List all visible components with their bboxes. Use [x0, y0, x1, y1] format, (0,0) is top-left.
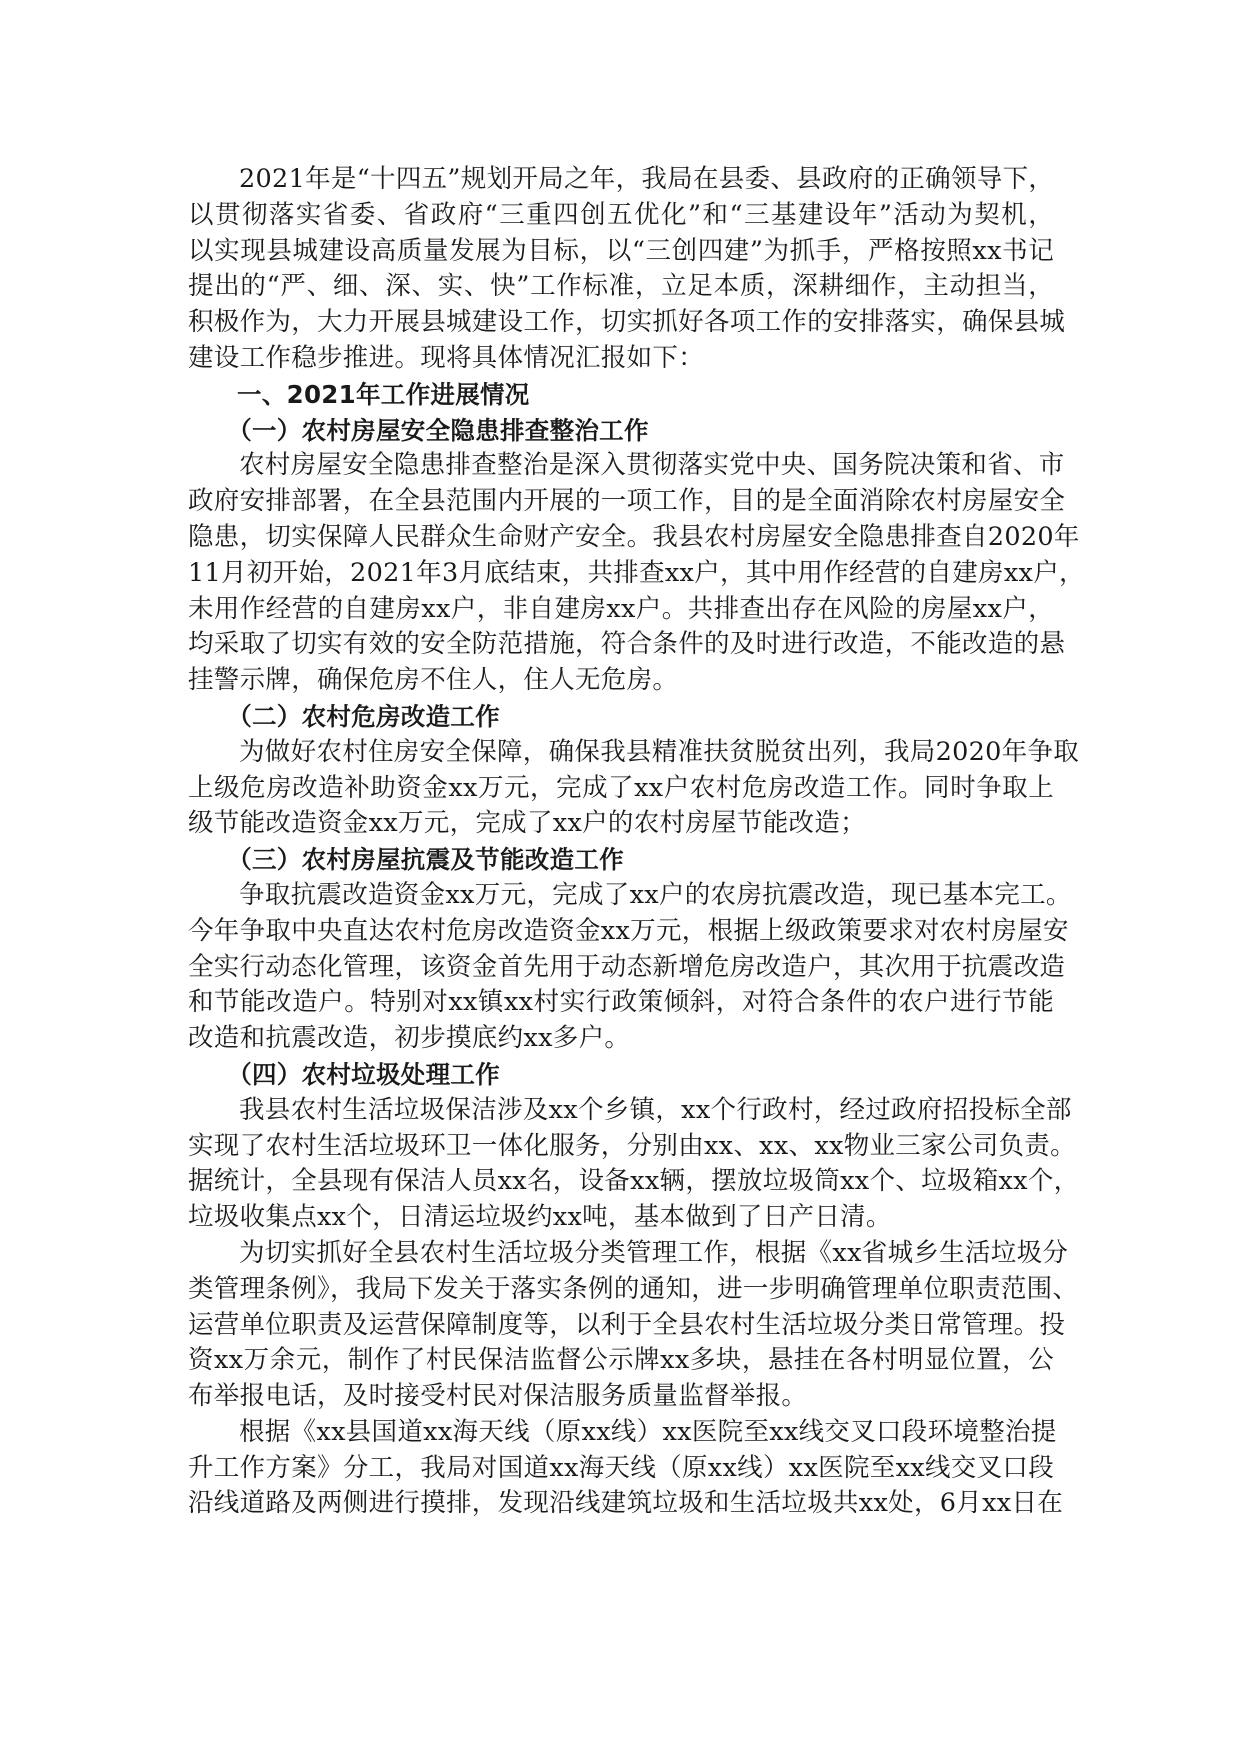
text-line: 资xx万余元，制作了村民保洁监督公示牌xx多块，悬挂在各村明显位置，公	[188, 1345, 1054, 1376]
text-line: 提出的“严、细、深、实、快”工作标准，立足本质，深耕细作，主动担当，	[188, 271, 1054, 302]
text-line: 建设工作稳步推进。现将具体情况汇报如下：	[188, 342, 705, 373]
text-line: 布举报电话，及时接受村民对保洁服务质量监督举报。	[188, 1381, 808, 1412]
document-page	[188, 162, 1085, 1522]
text-line: 以贯彻落实省委、省政府“三重四创五优化”和“三基建设年”活动为契机，	[188, 199, 1054, 230]
subsection-1-paragraph	[188, 448, 1085, 699]
text-line: 实现了农村生活垃圾环卫一体化服务，分别由xx、xx、xx物业三家公司负责。	[188, 1130, 1076, 1161]
text-line: 沿线道路及两侧进行摸排，发现沿线建筑垃圾和生活垃圾共xx处，6月xx日在	[188, 1488, 1064, 1519]
intro-paragraph	[188, 162, 1066, 377]
subsection-4-paragraph-3	[188, 1415, 1064, 1522]
text-line: 农村房屋安全隐患排查整治是深入贯彻落实党中央、国务院决策和省、市	[239, 450, 1065, 481]
text-line: 隐患，切实保障人民群众生命财产安全。我县农村房屋安全隐患排查自2020年	[188, 521, 1080, 552]
text-line: 政府安排部署，在全县范围内开展的一项工作，目的是全面消除农村房屋安全	[188, 486, 1066, 517]
subsection-heading-2: （二）农村危房改造工作	[227, 701, 500, 731]
text-line: 根据《xx县国道xx海天线（原xx线）xx医院至xx线交叉口段环境整治提	[239, 1416, 1057, 1447]
text-line: 垃圾收集点xx个，日清运垃圾约xx吨，基本做到了日产日清。	[188, 1202, 892, 1233]
text-line: 我县农村生活垃圾保洁涉及xx个乡镇，xx个行政村，经过政府招投标全部	[239, 1094, 1072, 1125]
text-line: 均采取了切实有效的安全防范措施，符合条件的及时进行改造，不能改造的悬	[188, 629, 1066, 660]
subsection-3-paragraph	[188, 878, 1072, 1057]
text-line: 为做好农村住房安全保障，确保我县精准扶贫脱贫出列，我局2020年争取	[239, 736, 1080, 767]
subsection-2-paragraph	[188, 735, 1080, 842]
subsection-heading-4: （四）农村垃圾处理工作	[227, 1059, 500, 1089]
text-line: 据统计，全县现有保洁人员xx名，设备xx辆，摆放垃圾筒xx个、垃圾箱xx个，	[188, 1166, 1080, 1197]
text-line: 未用作经营的自建房xx户，非自建房xx户。共排查出存在风险的房屋xx户，	[188, 593, 1054, 624]
subsection-heading-1: （一）农村房屋安全隐患排查整治工作	[227, 415, 649, 445]
section-heading-1: 一、2021年工作进展情况	[237, 379, 530, 409]
text-line: 和节能改造户。特别对xx镇xx村实行政策倾斜，对符合条件的农户进行节能	[188, 987, 1054, 1018]
text-line: 改造和抗震改造，初步摸底约xx多户。	[188, 1023, 631, 1054]
text-line: 全实行动态化管理，该资金首先用于动态新增危房改造户，其次用于抗震改造	[188, 951, 1066, 982]
text-line: 今年争取中央直达农村危房改造资金xx万元，根据上级政策要求对农村房屋安	[188, 915, 1069, 946]
text-line: 为切实抓好全县农村生活垃圾分类管理工作，根据《xx省城乡生活垃圾分	[239, 1237, 1069, 1268]
text-line: 级节能改造资金xx万元，完成了xx户的农村房屋节能改造；	[188, 808, 866, 839]
text-line: 运营单位职责及运营保障制度等，以利于全县农村生活垃圾分类日常管理。投	[188, 1309, 1066, 1340]
text-line: 升工作方案》分工，我局对国道xx海天线（原xx线）xx医院至xx线交叉口段	[188, 1452, 1054, 1483]
subsection-4-paragraph-1	[188, 1093, 1080, 1236]
text-line: 上级危房改造补助资金xx万元，完成了xx户农村危房改造工作。同时争取上	[188, 772, 1054, 803]
text-line: 挂警示牌，确保危房不住人，住人无危房。	[188, 665, 679, 696]
subsection-heading-3: （三）农村房屋抗震及节能改造工作	[227, 845, 624, 875]
text-line: 争取抗震改造资金xx万元，完成了xx户的农房抗震改造，现已基本完工。	[239, 879, 1072, 910]
text-line: 11月初开始，2021年3月底结束，共排查xx户，其中用作经营的自建房xx户，	[188, 557, 1085, 588]
text-line: 类管理条例》，我局下发关于落实条例的通知，进一步明确管理单位职责范围、	[188, 1273, 1079, 1304]
subsection-4-paragraph-2	[188, 1236, 1079, 1415]
text-line: 2021年是“十四五”规划开局之年，我局在县委、县政府的正确领导下，	[239, 164, 1055, 194]
text-line: 积极作为，大力开展县城建设工作，切实抓好各项工作的安排落实，确保县城	[188, 307, 1066, 338]
text-line: 以实现县城建设高质量发展为目标，以“三创四建”为抓手，严格按照xx书记	[188, 235, 1054, 266]
